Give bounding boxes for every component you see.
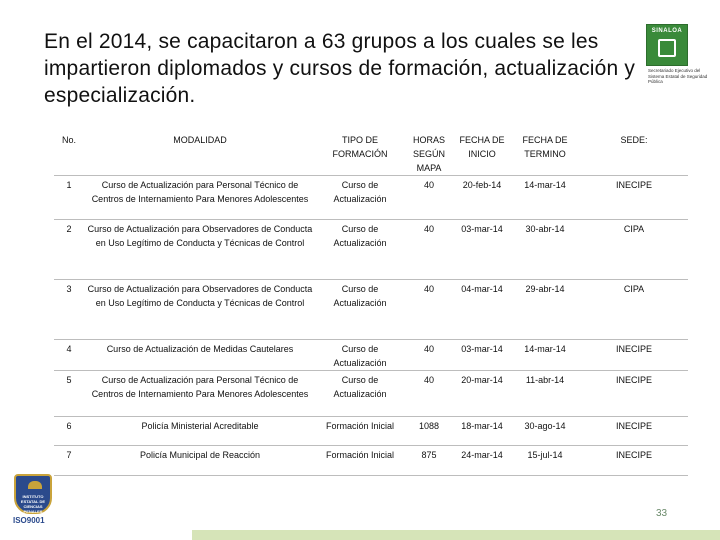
cell-no: 3 xyxy=(66,284,72,294)
sinaloa-logo xyxy=(640,24,710,84)
training-table xyxy=(54,127,688,476)
cell-inicio: 24-mar-14 xyxy=(461,450,503,460)
table-row xyxy=(54,371,688,417)
cell-tipo: Curso de Actualización xyxy=(333,344,387,368)
cell-horas: 40 xyxy=(423,375,434,385)
cell-no: 7 xyxy=(66,450,72,460)
table-row xyxy=(54,340,688,371)
header-horas: HORAS SEGÚN MAPA xyxy=(412,135,445,173)
cell-horas: 40 xyxy=(423,284,434,294)
cell-sede: INECIPE xyxy=(615,344,652,354)
header-sede: SEDE: xyxy=(620,135,648,145)
cell-sede: CIPA xyxy=(623,284,645,294)
cell-termino: 14-mar-14 xyxy=(524,180,566,190)
logo-emblem-icon xyxy=(658,39,676,57)
cell-tipo: Curso de Actualización xyxy=(333,284,387,308)
header-inicio: FECHA DE INICIO xyxy=(459,135,505,159)
logo-caption: Secretariado Ejecutivo del Sistema Estatal de Seguridad Pública xyxy=(648,68,708,84)
cell-modalidad: Policía Municipal de Reacción xyxy=(139,450,261,460)
cell-tipo: Formación Inicial xyxy=(325,421,395,431)
cell-sede: INECIPE xyxy=(615,450,652,460)
cell-sede: INECIPE xyxy=(615,375,652,385)
shield-icon xyxy=(14,474,52,514)
cell-termino: 30-ago-14 xyxy=(524,421,566,431)
table-row xyxy=(54,417,688,446)
cell-inicio: 20-feb-14 xyxy=(462,180,502,190)
footer-accent-bar xyxy=(192,530,720,540)
cell-horas: 875 xyxy=(421,450,437,460)
cell-termino: 11-abr-14 xyxy=(525,375,565,385)
cell-no: 2 xyxy=(66,224,72,234)
cell-tipo: Curso de Actualización xyxy=(333,180,387,204)
cell-sede: CIPA xyxy=(623,224,645,234)
cell-inicio: 03-mar-14 xyxy=(461,224,503,234)
cell-modalidad: Curso de Actualización para Personal Técnico de Centros de Internamiento Para Menores Adolescentes xyxy=(91,375,309,399)
cell-termino: 15-jul-14 xyxy=(527,450,563,460)
header-termino: FECHA DE TERMINO xyxy=(522,135,568,159)
shield-text: INSTITUTO ESTATAL DE CIENCIAS PENALES xyxy=(20,494,46,514)
table-row xyxy=(54,446,688,476)
cell-modalidad: Policía Ministerial Acreditable xyxy=(141,421,259,431)
slide-title: En el 2014, se capacitaron a 63 grupos a los cuales se les impartieron diplomados y cursos de formación, actualización y especialización. xyxy=(44,30,636,107)
cell-modalidad: Curso de Actualización para Personal Técnico de Centros de Internamiento Para Menores Adolescentes xyxy=(91,180,309,204)
instituto-logo xyxy=(10,474,56,530)
crown-icon xyxy=(28,481,42,489)
cell-inicio: 20-mar-14 xyxy=(461,375,503,385)
cell-modalidad: Curso de Actualización de Medidas Cautelares xyxy=(106,344,294,354)
cell-modalidad: Curso de Actualización para Observadores de Conducta en Uso Legítimo de Conducta y Técnicas de Control xyxy=(87,284,313,308)
cell-tipo: Curso de Actualización xyxy=(333,375,387,399)
cell-no: 1 xyxy=(66,180,72,190)
cell-horas: 40 xyxy=(423,180,434,190)
iso-label: ISO9001 xyxy=(13,516,45,525)
cell-sede: INECIPE xyxy=(615,180,652,190)
cell-horas: 40 xyxy=(423,224,434,234)
logo-name: SINALOA xyxy=(651,28,683,34)
cell-horas: 40 xyxy=(423,344,434,354)
table-row xyxy=(54,176,688,220)
header-modalidad: MODALIDAD xyxy=(173,135,227,145)
cell-horas: 1088 xyxy=(418,421,440,431)
cell-inicio: 18-mar-14 xyxy=(461,421,503,431)
page-number: 33 xyxy=(656,508,668,519)
cell-no: 4 xyxy=(66,344,72,354)
cell-tipo: Curso de Actualización xyxy=(333,224,387,248)
cell-inicio: 03-mar-14 xyxy=(461,344,503,354)
cell-no: 5 xyxy=(66,375,72,385)
cell-sede: INECIPE xyxy=(615,421,652,431)
table-row xyxy=(54,220,688,280)
cell-termino: 29-abr-14 xyxy=(525,284,565,294)
cell-modalidad: Curso de Actualización para Observadores de Conducta en Uso Legítimo de Conducta y Técnicas de Control xyxy=(87,224,313,248)
table-header-row xyxy=(54,127,688,176)
cell-inicio: 04-mar-14 xyxy=(461,284,503,294)
cell-no: 6 xyxy=(66,421,72,431)
header-tipo: TIPO DE FORMACIÓN xyxy=(332,135,388,159)
header-no: No. xyxy=(61,135,76,145)
table-row xyxy=(54,280,688,340)
cell-termino: 14-mar-14 xyxy=(524,344,566,354)
cell-termino: 30-abr-14 xyxy=(525,224,565,234)
cell-tipo: Formación Inicial xyxy=(325,450,395,460)
logo-square xyxy=(646,24,688,66)
